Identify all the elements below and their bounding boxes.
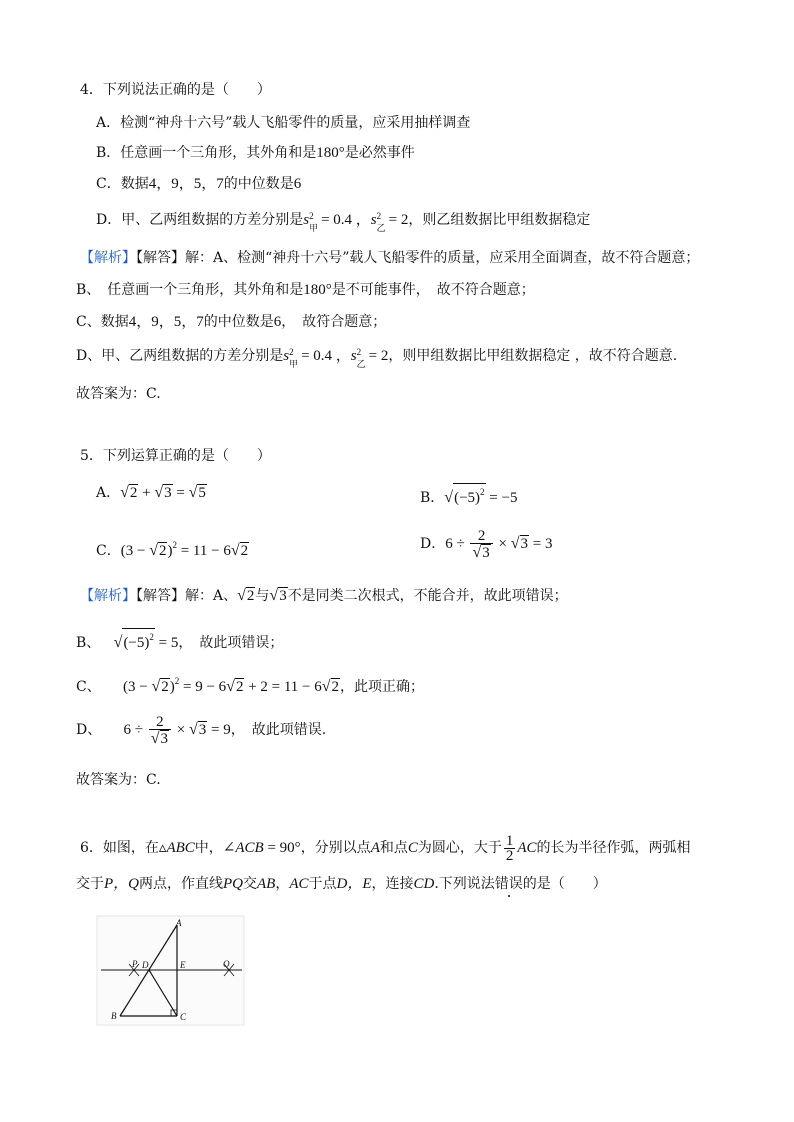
q5-option-d-label: D． bbox=[420, 536, 446, 552]
q5-solution-a-post: 不是同类二次根式，不能合并，故此项错误； bbox=[287, 588, 568, 604]
q5-option-c-label: C． bbox=[96, 543, 121, 559]
q6-point-c: C bbox=[407, 840, 418, 856]
q4-solution-b-post: 是不可能事件， 故不符合题意； bbox=[331, 282, 535, 298]
q6-half-ac: $\frac{1}{2}$ AC bbox=[505, 833, 537, 865]
q4-solution-b-pre: B、 任意画一个三角形，其外角和是 bbox=[76, 282, 304, 298]
q5-solution-b-post: ， 故此项错误； bbox=[178, 635, 284, 651]
label-q: Q bbox=[223, 959, 230, 969]
q4-solution-a-text: 解：A、检测“神舟十六号”载人飞船零件的质量，应采用全面调查，故不符合题意； bbox=[185, 250, 700, 266]
q5-solution-d-label: D、 bbox=[76, 722, 102, 738]
q5-answer-tag: 【解答】 bbox=[136, 588, 185, 604]
q4-answer-tag: 【解答】 bbox=[136, 250, 185, 266]
q5-answer: 故答案为：C. bbox=[76, 772, 161, 788]
q5-option-a-label: A． bbox=[96, 485, 121, 501]
label-d: D bbox=[142, 960, 149, 970]
q4-solution-c bbox=[76, 312, 386, 332]
q4-option-c-data: 4，9，5，7 bbox=[148, 176, 224, 192]
q6-geometry-figure bbox=[96, 915, 246, 1027]
q4-option-b-post: 是必然事件 bbox=[344, 145, 415, 161]
q5-option-c-formula: $(3 - √2)^2 = 11 - 6√2$ bbox=[120, 540, 249, 559]
q6-emphasis-text: 错误 bbox=[494, 876, 523, 892]
q6-text-2i: 的是（ ） bbox=[522, 876, 607, 892]
q6-points-de: D，E bbox=[336, 876, 372, 892]
q4-solution-c-pre: C、数据 bbox=[76, 314, 129, 330]
q5-solution-c bbox=[76, 671, 424, 697]
label-a: A bbox=[176, 918, 182, 928]
q5-solution-a bbox=[80, 586, 568, 606]
q4-option-c-pre: C．数据 bbox=[96, 176, 149, 192]
q5-solution-c-formula: $(3 - √2)^2 = 9 - 6√2 + 2 = 11 - 6√2$ bbox=[122, 676, 340, 695]
q4-number: 4． bbox=[80, 82, 103, 98]
q4-solution-d bbox=[76, 346, 678, 369]
label-b: B bbox=[111, 1011, 117, 1021]
q6-text-1d: 和点 bbox=[379, 840, 408, 856]
q4-solution-d-post: ，则甲组数据比甲组数据稳定 ，故不符合题意. bbox=[388, 348, 678, 364]
q5-solution-d-post: ， 故此项错误. bbox=[230, 722, 327, 738]
q6-line-1 bbox=[80, 828, 691, 868]
q4-solution-b-value: 180° bbox=[303, 282, 332, 298]
q6-points-pq: P，Q bbox=[104, 876, 139, 892]
q4-option-c bbox=[96, 174, 301, 194]
q6-text-1c: ，分别以点 bbox=[300, 840, 371, 856]
q5-solution-d-formula: 6 ÷ $\frac{2}{√3}$ × √3 = 9 bbox=[123, 713, 231, 747]
q5-option-b-formula: $√(-5)^2 = -5$ bbox=[444, 490, 517, 506]
label-p: P bbox=[132, 959, 138, 969]
q4-option-c-value: 6 bbox=[293, 176, 302, 192]
q4-option-b-value: 180° bbox=[316, 145, 345, 161]
q4-answer: 故答案为：C. bbox=[76, 386, 161, 402]
q6-seg-ab: AB bbox=[257, 876, 276, 892]
q5-option-d bbox=[420, 524, 552, 564]
q5-stem bbox=[80, 446, 271, 466]
q4-stem-text: 下列说法正确的是（ ） bbox=[102, 82, 271, 98]
label-e: E bbox=[180, 960, 186, 970]
q6-triangle: ▵ABC bbox=[158, 840, 195, 856]
q6-angle: ∠ACB = 90° bbox=[222, 840, 301, 856]
q6-text-1e: 为圆心，大于 bbox=[417, 840, 502, 856]
q6-text-2e: 于点 bbox=[308, 876, 337, 892]
q5-solution-a-pre: 解：A、 bbox=[185, 588, 238, 604]
q4-solution-c-mid: 的中位数是 bbox=[203, 314, 274, 330]
q4-stem bbox=[80, 80, 271, 100]
q5-option-b-label: B． bbox=[420, 490, 445, 506]
q5-analysis-tag: 【解析】 bbox=[80, 588, 136, 604]
q4-option-d-pre: D．甲、乙两组数据的方差分别是 bbox=[96, 212, 304, 228]
q6-line-2 bbox=[76, 874, 607, 894]
q6-text-2b: 两点，作直线 bbox=[139, 876, 223, 892]
q6-text-1b: 中， bbox=[194, 840, 223, 856]
q5-solution-c-label: C、 bbox=[76, 679, 101, 695]
q6-line-pq: PQ bbox=[223, 876, 243, 892]
q4-option-b bbox=[96, 143, 415, 163]
q4-solution-a bbox=[80, 248, 699, 268]
q6-seg-cd: CD bbox=[413, 876, 435, 892]
q4-solution-c-data: 4，9，5，7 bbox=[128, 314, 204, 330]
q4-option-b-pre: B．任意画一个三角形，其外角和是 bbox=[96, 145, 317, 161]
q5-solution-b-label: B、 bbox=[76, 635, 101, 651]
q5-solution-b bbox=[76, 628, 283, 653]
q6-text-1f: 的长为半径作弧，两弧相 bbox=[536, 840, 691, 856]
q5-option-b bbox=[420, 483, 517, 508]
q4-solution-d-pre: D、甲、乙两组数据的方差分别是 bbox=[76, 348, 284, 364]
q6-seg-ac: AC bbox=[289, 876, 309, 892]
q5-option-a bbox=[96, 483, 207, 503]
q4-option-d bbox=[96, 210, 591, 233]
q4-solution-d-formula: s 2 甲 = 0.4 ，s 2 乙 = 2 bbox=[283, 347, 389, 369]
q4-option-d-formula: s 2 甲 = 0.4 ，s 2 乙 = 2 bbox=[303, 211, 409, 233]
q6-text-2a: 交于 bbox=[76, 876, 104, 892]
q6-text-2c: 交 bbox=[243, 876, 257, 892]
q5-number: 5． bbox=[80, 448, 103, 464]
q6-text-2d: ， bbox=[275, 876, 290, 892]
q4-option-d-post: ，则乙组数据比甲组数据稳定 bbox=[408, 212, 591, 228]
q5-stem-text: 下列运算正确的是（ ） bbox=[102, 448, 271, 464]
q5-solution-c-post: ，此项正确； bbox=[340, 679, 425, 695]
q5-solution-d bbox=[76, 710, 326, 750]
q4-solution-b bbox=[76, 280, 535, 300]
q4-option-c-mid: 的中位数是 bbox=[223, 176, 294, 192]
q4-option-a: A．检测“神舟十六号”载人飞船零件的质量，应采用抽样调查 bbox=[96, 115, 471, 131]
q6-text-2f: ，连接 bbox=[371, 876, 414, 892]
q6-number: 6． bbox=[80, 840, 103, 856]
q5-solution-a-mid: 与 bbox=[255, 588, 270, 604]
q5-option-a-formula: √2 + √3 = √5 bbox=[120, 484, 206, 501]
q4-analysis-tag: 【解析】 bbox=[80, 250, 136, 266]
q6-text-1a: 如图，在 bbox=[102, 840, 159, 856]
q5-solution-b-formula: $√(-5)^2 = 5$ bbox=[114, 635, 179, 651]
q5-option-d-formula: 6 ÷ $\frac{2}{√3}$ × √3 = 3 bbox=[445, 527, 553, 561]
q5-solution-a-sqrt3: √3 bbox=[269, 587, 287, 604]
label-c: C bbox=[180, 1012, 187, 1022]
q6-emphasis-wrong bbox=[495, 876, 523, 892]
q5-option-c bbox=[96, 535, 249, 561]
q5-solution-a-sqrt2: √2 bbox=[237, 587, 255, 604]
q4-solution-c-value: 6 bbox=[273, 314, 282, 330]
q6-point-a: A bbox=[370, 840, 380, 856]
q6-text-2g: .下列说法 bbox=[434, 876, 495, 892]
q4-solution-c-post: ， 故符合题意； bbox=[281, 314, 387, 330]
